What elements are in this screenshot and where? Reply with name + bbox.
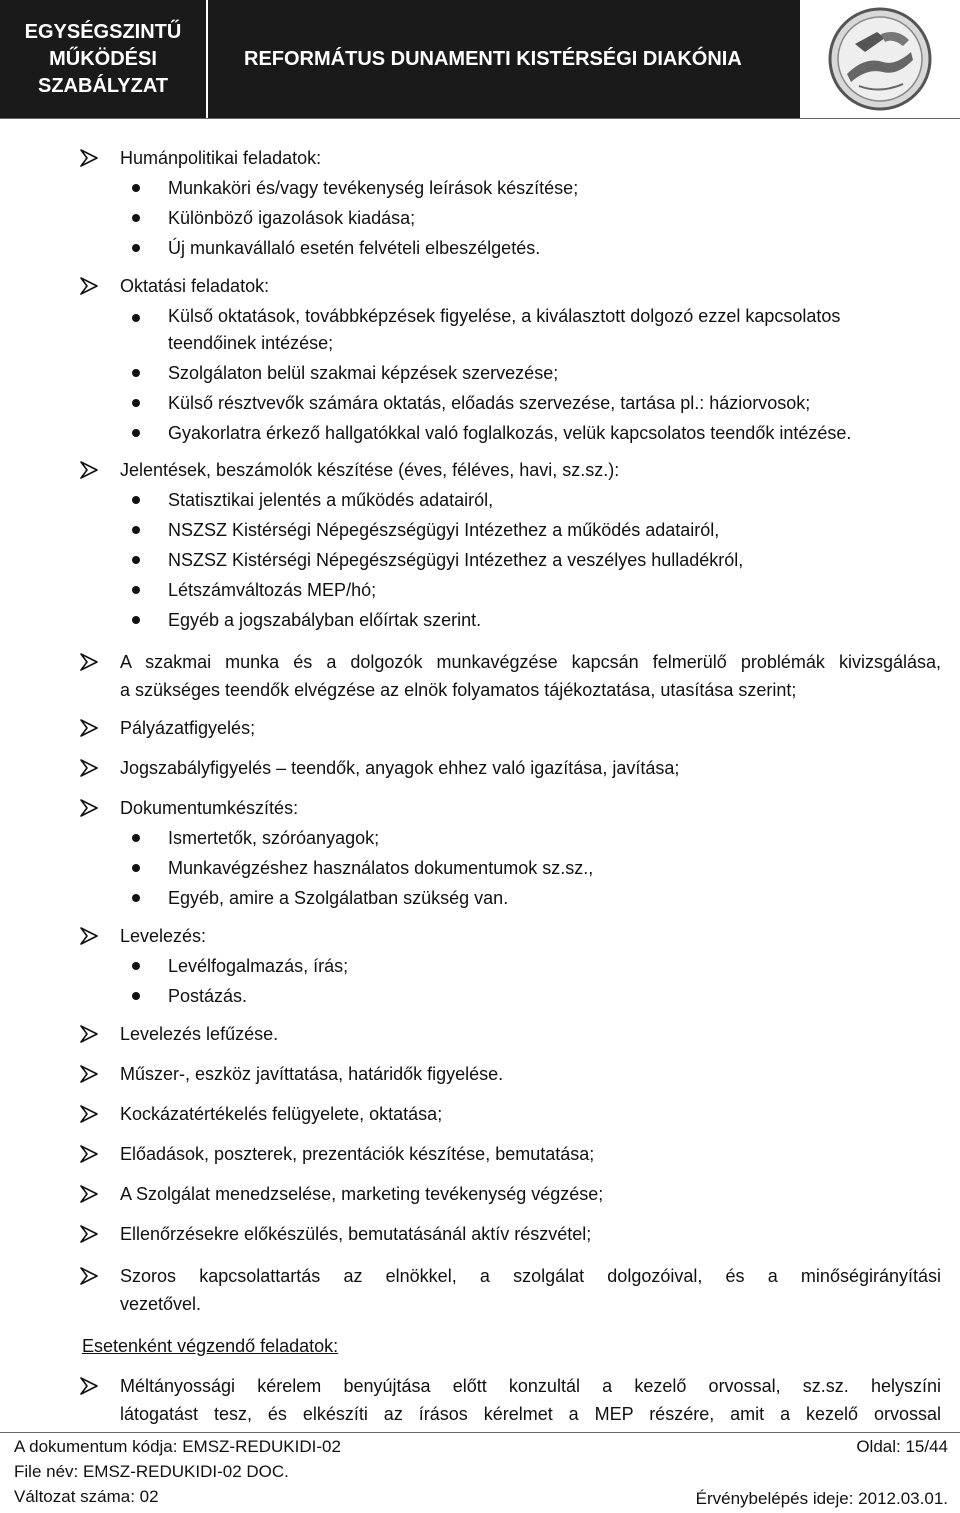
list-item: Statisztikai jelentés a működés adatairól, <box>168 490 494 510</box>
list-item: Munkaköri és/vagy tevékenység leírások készítése; <box>168 178 579 198</box>
document-code: A dokumentum kódja: EMSZ-REDUKIDI-02 <box>14 1437 341 1456</box>
round-bullet-icon <box>132 586 140 594</box>
effective-date: Érvénybelépés ideje: 2012.03.01. <box>695 1489 948 1508</box>
header-left-line-1: EGYSÉGSZINTŰ <box>24 20 182 43</box>
round-bullet-icon <box>132 214 140 222</box>
cooperation-line-2: vezetővel. <box>120 1294 202 1314</box>
cooperation-line-1: Szoros kapcsolattartás az elnökkel, a szolgálat dolgozóival, és a minőségirányítási <box>120 1266 941 1286</box>
list-item: Létszámváltozás MEP/hó; <box>168 580 377 600</box>
arrow-bullet-icon <box>80 1185 98 1203</box>
equity-request-line-2: látogatást tesz, és elkészíti az írásos kérelmet a MEP részére, amit a kezelő orvossal <box>120 1404 941 1424</box>
list-item: Egyéb, amire a Szolgálatban szükség van. <box>168 888 509 908</box>
round-bullet-icon <box>132 399 140 407</box>
round-bullet-icon <box>132 369 140 377</box>
list-item: Postázás. <box>168 986 248 1006</box>
list-item: Különböző igazolások kiadása; <box>168 208 416 228</box>
list-item: NSZSZ Kistérségi Népegészségügyi Intézethez a veszélyes hulladékról, <box>168 550 744 570</box>
arrow-bullet-icon <box>80 1065 98 1083</box>
diakonia-seal-logo-icon <box>825 4 935 114</box>
list-item: Ismertetők, szóróanyagok; <box>168 828 380 848</box>
professional-work-line-1: A szakmai munka és a dolgozók munkavégzése kapcsán felmerülő problémák kivizsgálása, <box>120 652 941 672</box>
round-bullet-icon <box>132 864 140 872</box>
correspondence-filing: Levelezés lefűzése. <box>120 1024 279 1044</box>
arrow-bullet-icon <box>80 927 98 945</box>
arrow-bullet-icon <box>80 461 98 479</box>
list-item: Külső oktatások, továbbképzések figyelése, a kiválasztott dolgozó ezzel kapcsolatos <box>168 306 841 326</box>
header-left-line-2: MŰKÖDÉSI <box>49 47 157 70</box>
presentations: Előadások, poszterek, prezentációk készítése, bemutatása; <box>120 1144 595 1164</box>
round-bullet-icon <box>132 244 140 252</box>
version-number: Változat száma: 02 <box>14 1487 159 1506</box>
list-item: Külső résztvevők számára oktatás, előadás szervezése, tartása pl.: háziorvosok; <box>168 393 811 413</box>
list-item: Munkavégzéshez használatos dokumentumok sz.sz., <box>168 858 594 878</box>
list-item: Új munkavállaló esetén felvételi elbeszélgetés. <box>168 238 541 258</box>
arrow-bullet-icon <box>80 799 98 817</box>
round-bullet-icon <box>132 496 140 504</box>
education-title: Oktatási feladatok: <box>120 276 270 296</box>
file-name: File név: EMSZ-REDUKIDI-02 DOC. <box>14 1462 289 1481</box>
professional-work-line-2: a szükséges teendők elvégzése az elnök folyamatos tájékoztatása, utasítása szerint; <box>120 680 797 700</box>
logo-area <box>800 0 960 118</box>
document-creation-title: Dokumentumkészítés: <box>120 798 299 818</box>
equity-request-line-1: Méltányossági kérelem benyújtása előtt konzultál a kezelő orvossal, sz.sz. helyszíni <box>120 1376 941 1396</box>
service-management: A Szolgálat menedzselése, marketing tevékenység végzése; <box>120 1184 604 1204</box>
reports-title: Jelentések, beszámolók készítése (éves, féléves, havi, sz.sz.): <box>120 460 620 480</box>
list-item: Gyakorlatra érkező hallgatókkal való foglalkozás, velük kapcsolatos teendők intézése. <box>168 423 852 443</box>
list-item: Levélfogalmazás, írás; <box>168 956 349 976</box>
round-bullet-icon <box>132 314 140 322</box>
instrument-repair: Műszer-, eszköz javíttatása, határidők figyelése. <box>120 1064 504 1084</box>
round-bullet-icon <box>132 184 140 192</box>
organization-name-text: REFORMÁTUS DUNAMENTI KISTÉRSÉGI DIAKÓNIA <box>244 47 742 70</box>
list-item: NSZSZ Kistérségi Népegészségügyi Intézethez a működés adatairól, <box>168 520 720 540</box>
document-type-label <box>0 0 206 118</box>
tender-monitoring: Pályázatfigyelés; <box>120 718 256 738</box>
round-bullet-icon <box>132 834 140 842</box>
arrow-bullet-icon <box>80 719 98 737</box>
arrow-bullet-icon <box>80 1267 98 1285</box>
arrow-bullet-icon <box>80 1105 98 1123</box>
arrow-bullet-icon <box>80 1377 98 1395</box>
page-footer <box>0 1432 960 1513</box>
header-left-line-3: SZABÁLYZAT <box>38 74 168 97</box>
arrow-bullet-icon <box>80 1145 98 1163</box>
list-item: Egyéb a jogszabályban előírtak szerint. <box>168 610 482 630</box>
round-bullet-icon <box>132 962 140 970</box>
round-bullet-icon <box>132 894 140 902</box>
round-bullet-icon <box>132 616 140 624</box>
round-bullet-icon <box>132 429 140 437</box>
list-item: Szolgálaton belül szakmai képzések szervezése; <box>168 363 559 383</box>
arrow-bullet-icon <box>80 277 98 295</box>
round-bullet-icon <box>132 526 140 534</box>
human-resources-title: Humánpolitikai feladatok: <box>120 148 322 168</box>
organization-name <box>206 0 800 118</box>
occasional-tasks-heading: Esetenként végzendő feladatok: <box>82 1336 339 1356</box>
round-bullet-icon <box>132 556 140 564</box>
arrow-bullet-icon <box>80 149 98 167</box>
list-item-continuation: teendőinek intézése; <box>168 333 334 353</box>
page-header <box>0 0 960 119</box>
arrow-bullet-icon <box>80 653 98 671</box>
arrow-bullet-icon <box>80 1025 98 1043</box>
law-monitoring: Jogszabályfigyelés – teendők, anyagok ehhez való igazítása, javítása; <box>120 758 680 778</box>
risk-assessment: Kockázatértékelés felügyelete, oktatása; <box>120 1104 443 1124</box>
arrow-bullet-icon <box>80 1225 98 1243</box>
audit-preparation: Ellenőrzésekre előkészülés, bemutatásánál aktív részvétel; <box>120 1224 592 1244</box>
page-number: Oldal: 15/44 <box>856 1437 948 1456</box>
correspondence-title: Levelezés: <box>120 926 207 946</box>
arrow-bullet-icon <box>80 759 98 777</box>
round-bullet-icon <box>132 992 140 1000</box>
